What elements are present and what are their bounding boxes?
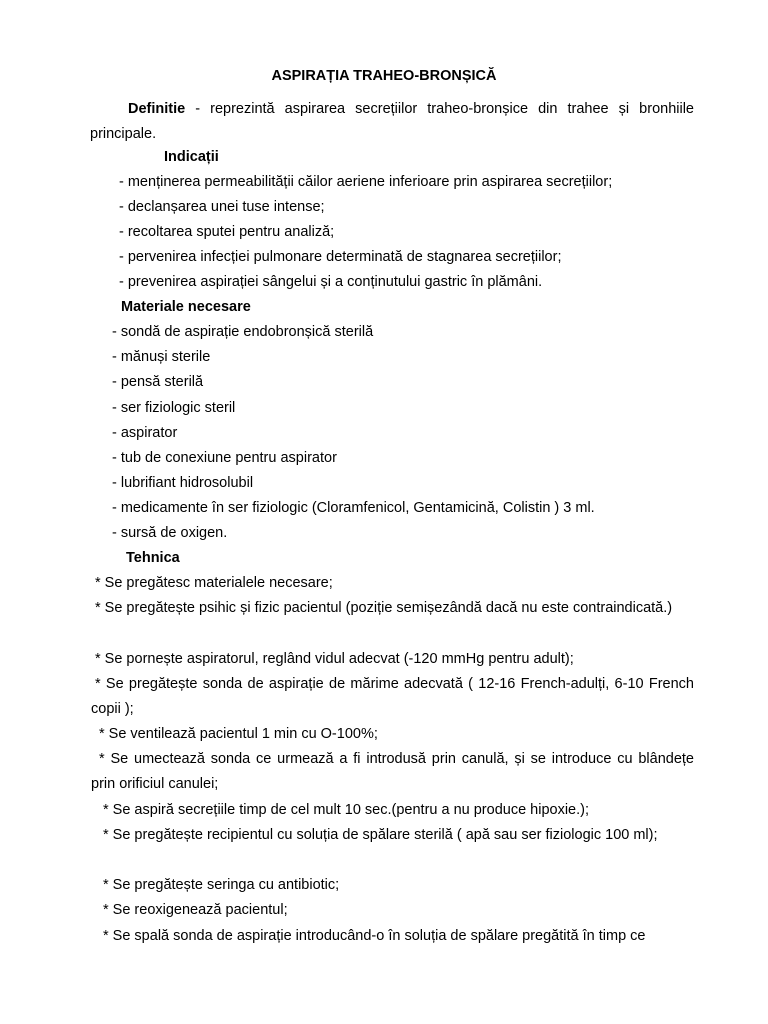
technique-step: * Se pregătește recipientul cu soluția de spălare sterilă ( apă sau ser fiziologic 100 ml); xyxy=(103,827,658,843)
indication-item: - prevenirea aspirației sângelui și a conținutului gastric în plămâni. xyxy=(119,274,543,290)
technique-step: * Se aspiră secrețiile timp de cel mult 10 sec.(pentru a nu produce hipoxie.); xyxy=(103,802,589,818)
indication-item: - pervenirea infecției pulmonare determinată de stagnarea secrețiilor; xyxy=(119,249,562,265)
document-title: ASPIRAȚIA TRAHEO-BRONȘICĂ xyxy=(271,68,497,84)
definition-paragraph xyxy=(90,97,694,147)
material-item: - sondă de aspirație endobronșică sterilă xyxy=(112,324,374,340)
definition-text: - reprezintă aspirarea secrețiilor traheo-bronșice din trahee și bronhiile principale. xyxy=(90,101,694,142)
material-item: - tub de conexiune pentru aspirator xyxy=(112,450,337,466)
materials-heading: Materiale necesare xyxy=(121,299,251,315)
technique-step: * Se reoxigenează pacientul; xyxy=(103,902,288,918)
material-item: - lubrifiant hidrosolubil xyxy=(112,475,254,491)
technique-step: * Se pregătește seringa cu antibiotic; xyxy=(103,877,340,893)
technique-heading: Tehnica xyxy=(126,550,180,566)
indication-item: - declanșarea unei tuse intense; xyxy=(119,199,325,215)
material-item: - mănuși sterile xyxy=(112,349,211,365)
technique-step: * Se pregătește sonda de aspirație de mărime adecvată ( 12-16 French-adulți, 6-10 French copii ); xyxy=(91,676,694,717)
indications-heading: Indicații xyxy=(164,149,219,165)
material-item: - sursă de oxigen. xyxy=(112,525,228,541)
definition-heading: Definitie xyxy=(128,101,186,117)
indication-item: - menținerea permeabilității căilor aeriene inferioare prin aspirarea secrețiilor; xyxy=(119,174,613,190)
material-item: - ser fiziologic steril xyxy=(112,400,236,416)
technique-step: * Se pregătește psihic și fizic pacientul (poziție semișezândă dacă nu este contraindicată.) xyxy=(95,600,673,616)
technique-step: * Se spală sonda de aspirație introducând-o în soluția de spălare pregătită în timp ce xyxy=(103,928,646,944)
material-item: - pensă sterilă xyxy=(112,374,204,390)
material-item: - aspirator xyxy=(112,425,178,441)
indication-item: - recoltarea sputei pentru analiză; xyxy=(119,224,335,240)
material-item: - medicamente în ser fiziologic (Cloramfenicol, Gentamicină, Colistin ) 3 ml. xyxy=(112,500,595,516)
technique-step: * Se pornește aspiratorul, reglând vidul adecvat (-120 mmHg pentru adult); xyxy=(95,651,574,667)
technique-step: * Se ventilează pacientul 1 min cu O-100%; xyxy=(99,726,378,742)
technique-step: * Se pregătesc materialele necesare; xyxy=(95,575,333,591)
technique-step: * Se umectează sonda ce urmează a fi introdusă prin canulă, și se introduce cu blândețe prin orificiul canulei; xyxy=(91,751,694,792)
